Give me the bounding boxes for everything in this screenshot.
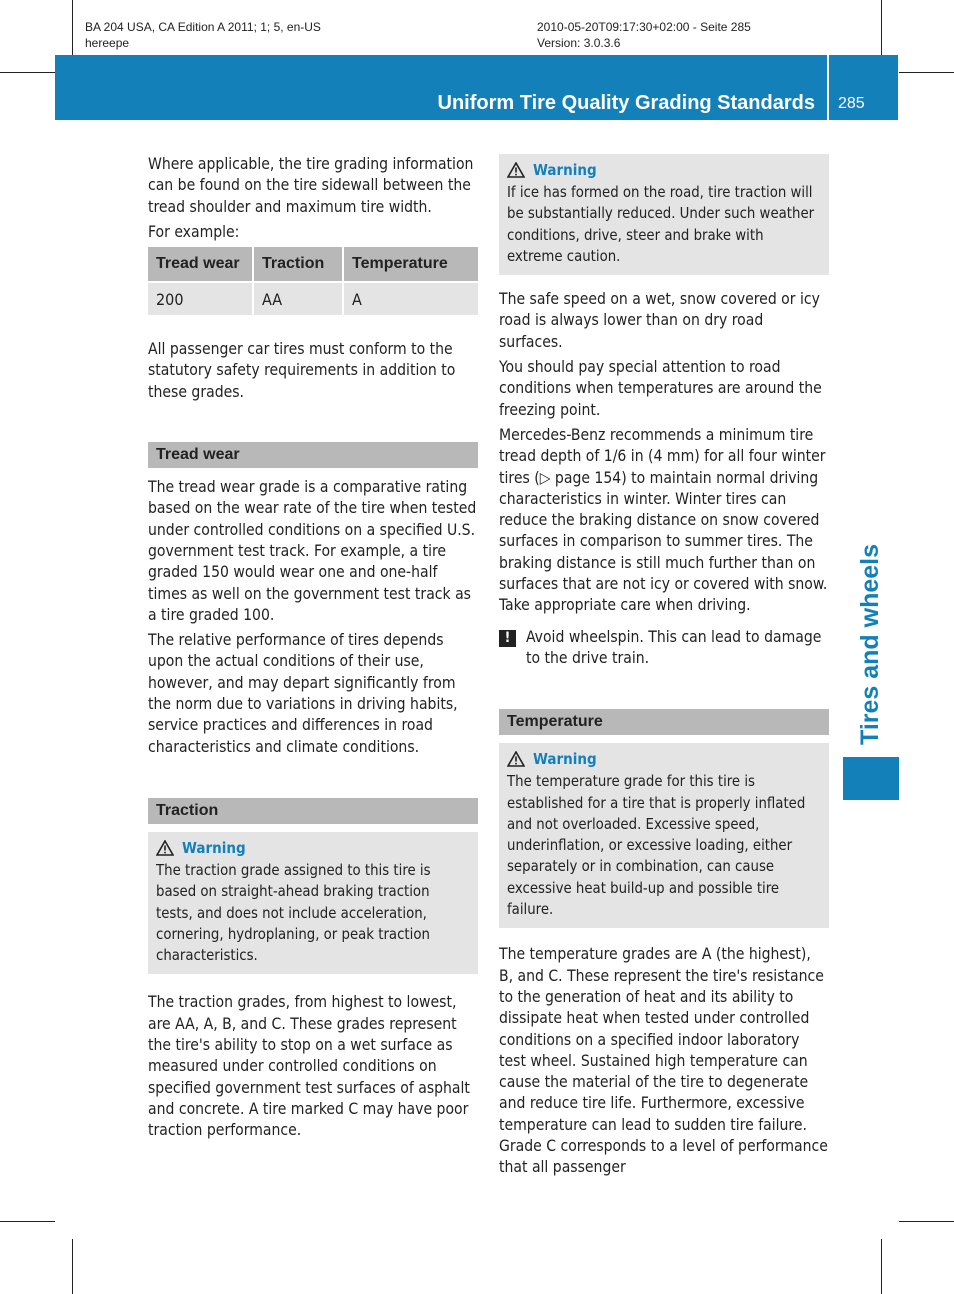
note-text: Avoid wheelspin. This can lead to damage to the drive train.: [526, 627, 822, 667]
header-divider: [827, 55, 829, 120]
intro-paragraph: Where applicable, the tire grading information can be found on the tire sidewall between the tread shoulder and maximum tire width.: [148, 155, 474, 216]
crop-mark: [899, 72, 954, 73]
warning-header: [156, 838, 470, 858]
tread-paragraph-1: The tread wear grade is a comparative rating based on the wear rate of the tire when tested under controlled conditions on a specified U.S. government test track. For example, a tire graded 150 would wear one and one-half times as well on the government test track as a tire graded 100.: [148, 478, 477, 624]
crop-mark: [0, 72, 55, 73]
conform-paragraph: All passenger car tires must conform to the statutory safety requirements in addition to these grades.: [148, 340, 456, 401]
traction-warning-box: [148, 832, 478, 974]
freezing-paragraph: You should pay special attention to road conditions when temperatures are around the freezing point.: [499, 358, 822, 419]
warning-header: [507, 160, 821, 180]
table-header: Tread wear: [148, 247, 253, 282]
print-meta-left: [85, 19, 321, 51]
ice-warning-box: [499, 154, 829, 275]
table-row: [148, 282, 478, 315]
damage-note: [499, 627, 829, 670]
warning-title: Warning: [182, 838, 246, 857]
grading-table: [148, 247, 478, 315]
left-column: [148, 154, 478, 1142]
warning-title: Warning: [533, 161, 597, 179]
exclamation-icon: !: [499, 630, 516, 647]
chapter-tab: [843, 757, 899, 800]
table-cell: A: [343, 282, 478, 315]
meta-edition: BA 204 USA, CA Edition A 2011; 1; 5, en-US: [85, 20, 321, 34]
section-heading-temperature: Temperature: [499, 709, 829, 735]
warning-triangle-icon: [507, 751, 525, 767]
safe-speed-paragraph: The safe speed on a wet, snow covered or icy road is always lower than on dry road surfaces.: [499, 290, 820, 351]
traction-paragraph: The traction grades, from highest to lowest, are AA, A, B, and C. These grades represent the tire's ability to stop on a wet surface as measured under controlled conditions on specified government test surfaces of asphalt and concrete. A tire marked C may have poor traction performance.: [148, 993, 470, 1140]
warning-triangle-icon: [507, 162, 525, 178]
crop-mark: [881, 0, 882, 55]
tread-paragraph-2: The relative performance of tires depends upon the actual conditions of their use, however, and may depart significantly from the norm due to variations in driving habits, service practices and differences in road characteristics and climate conditions.: [148, 631, 458, 756]
warning-text: If ice has formed on the road, tire traction will be substantially reduced. Under such weather conditions, drive, steer and brake with extreme caution.: [507, 184, 815, 265]
section-heading-traction: Traction: [148, 798, 478, 824]
temperature-warning-box: [499, 743, 829, 928]
print-meta-right: [537, 19, 751, 51]
meta-user: hereepe: [85, 36, 130, 50]
page-title: Uniform Tire Quality Grading Standards: [437, 92, 815, 114]
warning-text: The temperature grade for this tire is established for a tire that is properly inflated and not overloaded. Excessive speed, underinflation, or excessive loading, either separately or in combination, can cause excessive heat build-up and possible tire failure.: [507, 773, 806, 919]
header-bar: [55, 55, 898, 120]
table-header-row: [148, 247, 478, 282]
crop-mark: [72, 0, 73, 55]
tread-depth-paragraph: Mercedes-Benz recommends a minimum tire tread depth of 1/6 in (4 mm) for all four winter tires (▷ page 154) to maintain normal driving characteristics in winter. Winter tires can reduce the braking distance on snow covered surfaces in comparison to summer tires. The braking distance is still much further than on surfaces that are not icy or covered with snow. Take appropriate care when driving.: [499, 425, 828, 615]
table-cell: 200: [148, 282, 253, 315]
crop-mark: [881, 1239, 882, 1294]
temperature-paragraph: The temperature grades are A (the highest), B, and C. These represent the tire's resistance to the generation of heat and its ability to dissipate heat when tested under controlled conditions on a specified indoor laboratory test wheel. Sustained high temperature can cause the material of the tire to degenerate and reduce tire life. Furthermore, excessive temperature can lead to sudden tire failure. Grade C corresponds to a level of performance that all passenger: [499, 945, 828, 1177]
warning-text: The traction grade assigned to this tire is based on straight-ahead braking traction tests, and does not include acceleration, cornering, hydroplaning, or peak traction characteristics.: [156, 861, 431, 965]
table-header: Traction: [253, 247, 343, 282]
chapter-label: Tires and wheels: [856, 543, 884, 745]
warning-header: [507, 749, 821, 769]
meta-timestamp: 2010-05-20T09:17:30+02:00 - Seite 285: [537, 20, 751, 34]
example-label: For example:: [148, 222, 240, 241]
crop-mark: [72, 1239, 73, 1294]
table-cell: AA: [253, 282, 343, 315]
warning-title: Warning: [533, 750, 597, 769]
meta-version: Version: 3.0.3.6: [537, 36, 621, 50]
crop-mark: [899, 1221, 954, 1222]
warning-triangle-icon: [156, 840, 174, 856]
crop-mark: [0, 1221, 55, 1222]
table-header: Temperature: [343, 247, 478, 282]
section-heading-tread-wear: Tread wear: [148, 442, 478, 468]
right-column: [499, 154, 829, 1179]
page-number: 285: [838, 95, 865, 112]
